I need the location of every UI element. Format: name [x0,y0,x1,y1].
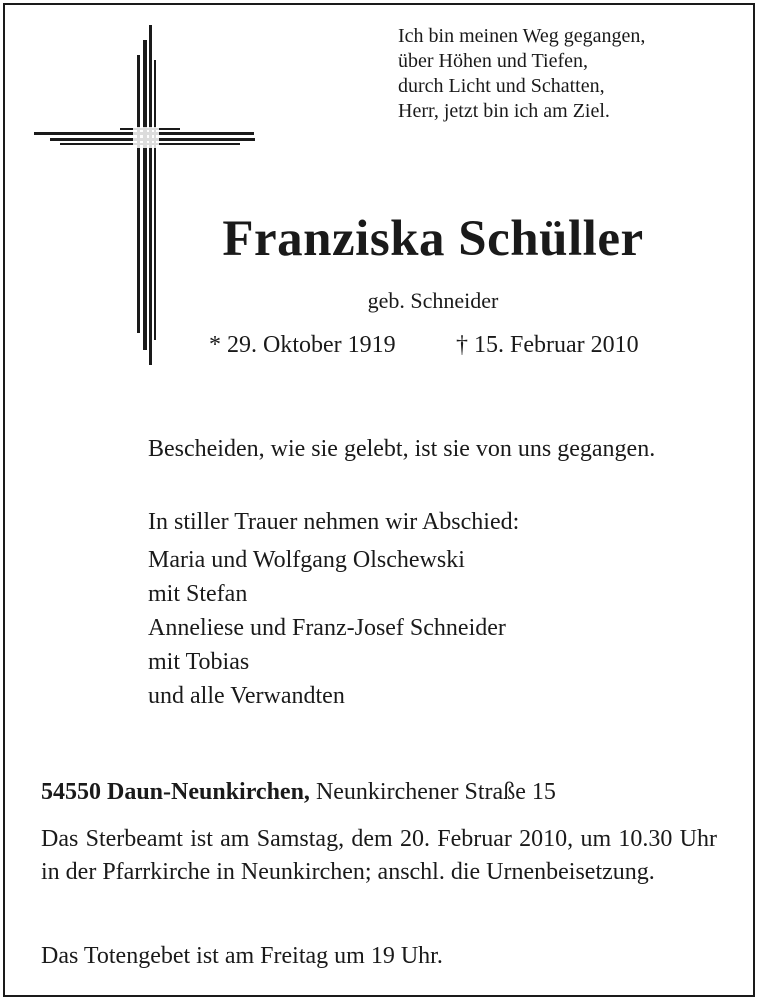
mourner-line: und alle Verwandten [148,683,345,709]
address [41,779,556,806]
death-date: † 15. Februar 2010 [456,332,639,358]
mourner-line: mit Tobias [148,649,250,675]
poem-line: Ich bin meinen Weg gegangen, [398,25,646,47]
mourner-line: Anneliese und Franz-Josef Schneider [148,615,506,641]
motto: Bescheiden, wie sie gelebt, ist sie von uns gegangen. [148,436,656,462]
service-info: Das Sterbeamt ist am Samstag, dem 20. Februar 2010, um 10.30 Uhr in der Pfarrkirche in Neunkirchen; anschl. die Urnenbeisetzung. [41,826,717,885]
mourner-line: mit Stefan [148,581,248,607]
poem-line: durch Licht und Schatten, [398,75,605,97]
prayer-info: Das Totengebet ist am Freitag um 19 Uhr. [41,943,443,969]
deceased-name: Franziska Schüller [222,211,644,267]
address-street: Neunkirchener Straße 15 [315,779,556,805]
mourner-line: Maria und Wolfgang Olschewski [148,547,465,573]
poem [398,24,645,124]
birth-date: * 29. Oktober 1919 [209,332,396,358]
maiden-name: geb. Schneider [367,288,499,313]
address-place: 54550 Daun-Neunkirchen, [41,779,310,805]
cross-icon [0,0,300,380]
life-dates [209,332,639,359]
poem-line: über Höhen und Tiefen, [398,50,588,72]
mourners-block [148,505,519,713]
poem-line: Herr, jetzt bin ich am Ziel. [398,100,610,122]
mourners-intro: In stiller Trauer nehmen wir Abschied: [148,509,520,535]
